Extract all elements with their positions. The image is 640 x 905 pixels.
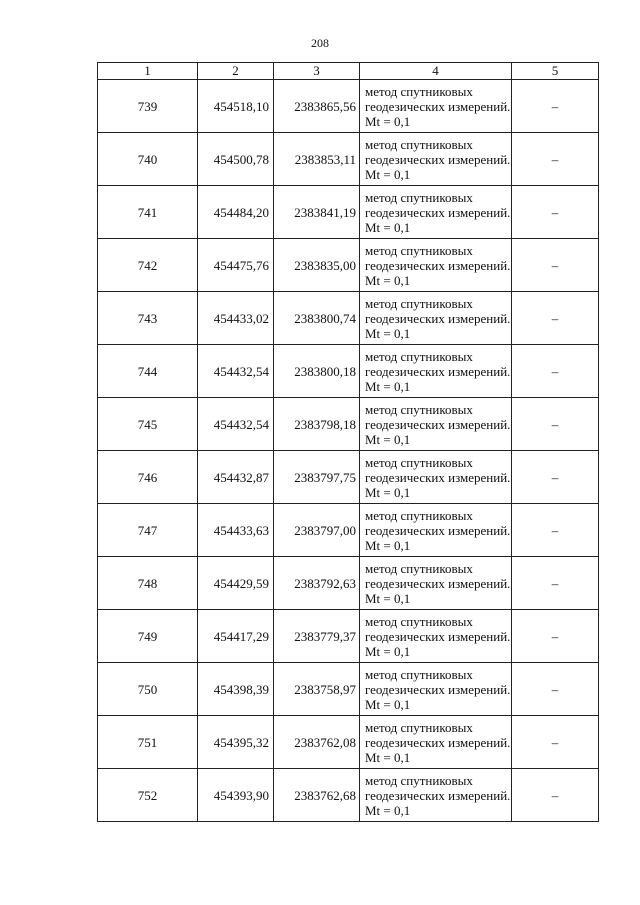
point-number-cell: 742 bbox=[98, 239, 198, 292]
note-cell: – bbox=[512, 345, 599, 398]
note-cell: – bbox=[512, 186, 599, 239]
x-coordinate-cell: 454393,90 bbox=[198, 769, 274, 822]
note-cell: – bbox=[512, 292, 599, 345]
note-cell: – bbox=[512, 557, 599, 610]
header-cell-1: 1 bbox=[98, 63, 198, 80]
note-cell: – bbox=[512, 398, 599, 451]
x-coordinate-cell: 454417,29 bbox=[198, 610, 274, 663]
method-cell: метод спутниковых геодезических измерений. Mt = 0,1 bbox=[360, 504, 512, 557]
table-row bbox=[98, 610, 599, 663]
note-cell: – bbox=[512, 769, 599, 822]
note-cell: – bbox=[512, 663, 599, 716]
point-number-cell: 739 bbox=[98, 80, 198, 133]
point-number-cell: 750 bbox=[98, 663, 198, 716]
note-cell: – bbox=[512, 610, 599, 663]
x-coordinate-cell: 454432,54 bbox=[198, 345, 274, 398]
method-cell: метод спутниковых геодезических измерений. Mt = 0,1 bbox=[360, 769, 512, 822]
table-row bbox=[98, 398, 599, 451]
table-row bbox=[98, 451, 599, 504]
method-cell: метод спутниковых геодезических измерений. Mt = 0,1 bbox=[360, 610, 512, 663]
note-cell: – bbox=[512, 451, 599, 504]
point-number-cell: 749 bbox=[98, 610, 198, 663]
x-coordinate-cell: 454500,78 bbox=[198, 133, 274, 186]
method-cell: метод спутниковых геодезических измерений. Mt = 0,1 bbox=[360, 557, 512, 610]
table-row bbox=[98, 239, 599, 292]
point-number-cell: 745 bbox=[98, 398, 198, 451]
x-coordinate-cell: 454432,54 bbox=[198, 398, 274, 451]
method-cell: метод спутниковых геодезических измерений. Mt = 0,1 bbox=[360, 716, 512, 769]
table-row bbox=[98, 716, 599, 769]
note-cell: – bbox=[512, 716, 599, 769]
x-coordinate-cell: 454484,20 bbox=[198, 186, 274, 239]
header-cell-2: 2 bbox=[198, 63, 274, 80]
x-coordinate-cell: 454395,32 bbox=[198, 716, 274, 769]
method-cell: метод спутниковых геодезических измерений. Mt = 0,1 bbox=[360, 186, 512, 239]
table-row bbox=[98, 345, 599, 398]
x-coordinate-cell: 454433,63 bbox=[198, 504, 274, 557]
method-cell: метод спутниковых геодезических измерений. Mt = 0,1 bbox=[360, 239, 512, 292]
y-coordinate-cell: 2383792,63 bbox=[274, 557, 360, 610]
point-number-cell: 740 bbox=[98, 133, 198, 186]
note-cell: – bbox=[512, 133, 599, 186]
y-coordinate-cell: 2383797,00 bbox=[274, 504, 360, 557]
y-coordinate-cell: 2383853,11 bbox=[274, 133, 360, 186]
x-coordinate-cell: 454432,87 bbox=[198, 451, 274, 504]
point-number-cell: 743 bbox=[98, 292, 198, 345]
method-cell: метод спутниковых геодезических измерений. Mt = 0,1 bbox=[360, 398, 512, 451]
table-row bbox=[98, 504, 599, 557]
y-coordinate-cell: 2383758,97 bbox=[274, 663, 360, 716]
y-coordinate-cell: 2383800,18 bbox=[274, 345, 360, 398]
table-row bbox=[98, 769, 599, 822]
table-row bbox=[98, 292, 599, 345]
y-coordinate-cell: 2383762,08 bbox=[274, 716, 360, 769]
point-number-cell: 744 bbox=[98, 345, 198, 398]
header-cell-3: 3 bbox=[274, 63, 360, 80]
table-row bbox=[98, 186, 599, 239]
y-coordinate-cell: 2383779,37 bbox=[274, 610, 360, 663]
table-row bbox=[98, 557, 599, 610]
table-body bbox=[98, 63, 599, 822]
method-cell: метод спутниковых геодезических измерений. Mt = 0,1 bbox=[360, 80, 512, 133]
page-number: 208 bbox=[311, 36, 329, 50]
point-number-cell: 751 bbox=[98, 716, 198, 769]
table-row bbox=[98, 80, 599, 133]
y-coordinate-cell: 2383762,68 bbox=[274, 769, 360, 822]
x-coordinate-cell: 454433,02 bbox=[198, 292, 274, 345]
note-cell: – bbox=[512, 504, 599, 557]
note-cell: – bbox=[512, 239, 599, 292]
point-number-cell: 747 bbox=[98, 504, 198, 557]
header-cell-5: 5 bbox=[512, 63, 599, 80]
y-coordinate-cell: 2383835,00 bbox=[274, 239, 360, 292]
x-coordinate-cell: 454429,59 bbox=[198, 557, 274, 610]
method-cell: метод спутниковых геодезических измерений. Mt = 0,1 bbox=[360, 663, 512, 716]
point-number-cell: 746 bbox=[98, 451, 198, 504]
y-coordinate-cell: 2383865,56 bbox=[274, 80, 360, 133]
coordinates-table bbox=[97, 62, 599, 822]
y-coordinate-cell: 2383800,74 bbox=[274, 292, 360, 345]
x-coordinate-cell: 454475,76 bbox=[198, 239, 274, 292]
point-number-cell: 748 bbox=[98, 557, 198, 610]
table-row bbox=[98, 663, 599, 716]
note-cell: – bbox=[512, 80, 599, 133]
x-coordinate-cell: 454518,10 bbox=[198, 80, 274, 133]
y-coordinate-cell: 2383841,19 bbox=[274, 186, 360, 239]
header-cell-4: 4 bbox=[360, 63, 512, 80]
method-cell: метод спутниковых геодезических измерений. Mt = 0,1 bbox=[360, 292, 512, 345]
table-header-row bbox=[98, 63, 599, 80]
point-number-cell: 741 bbox=[98, 186, 198, 239]
method-cell: метод спутниковых геодезических измерений. Mt = 0,1 bbox=[360, 345, 512, 398]
table-row bbox=[98, 133, 599, 186]
y-coordinate-cell: 2383798,18 bbox=[274, 398, 360, 451]
x-coordinate-cell: 454398,39 bbox=[198, 663, 274, 716]
method-cell: метод спутниковых геодезических измерений. Mt = 0,1 bbox=[360, 451, 512, 504]
point-number-cell: 752 bbox=[98, 769, 198, 822]
method-cell: метод спутниковых геодезических измерений. Mt = 0,1 bbox=[360, 133, 512, 186]
y-coordinate-cell: 2383797,75 bbox=[274, 451, 360, 504]
